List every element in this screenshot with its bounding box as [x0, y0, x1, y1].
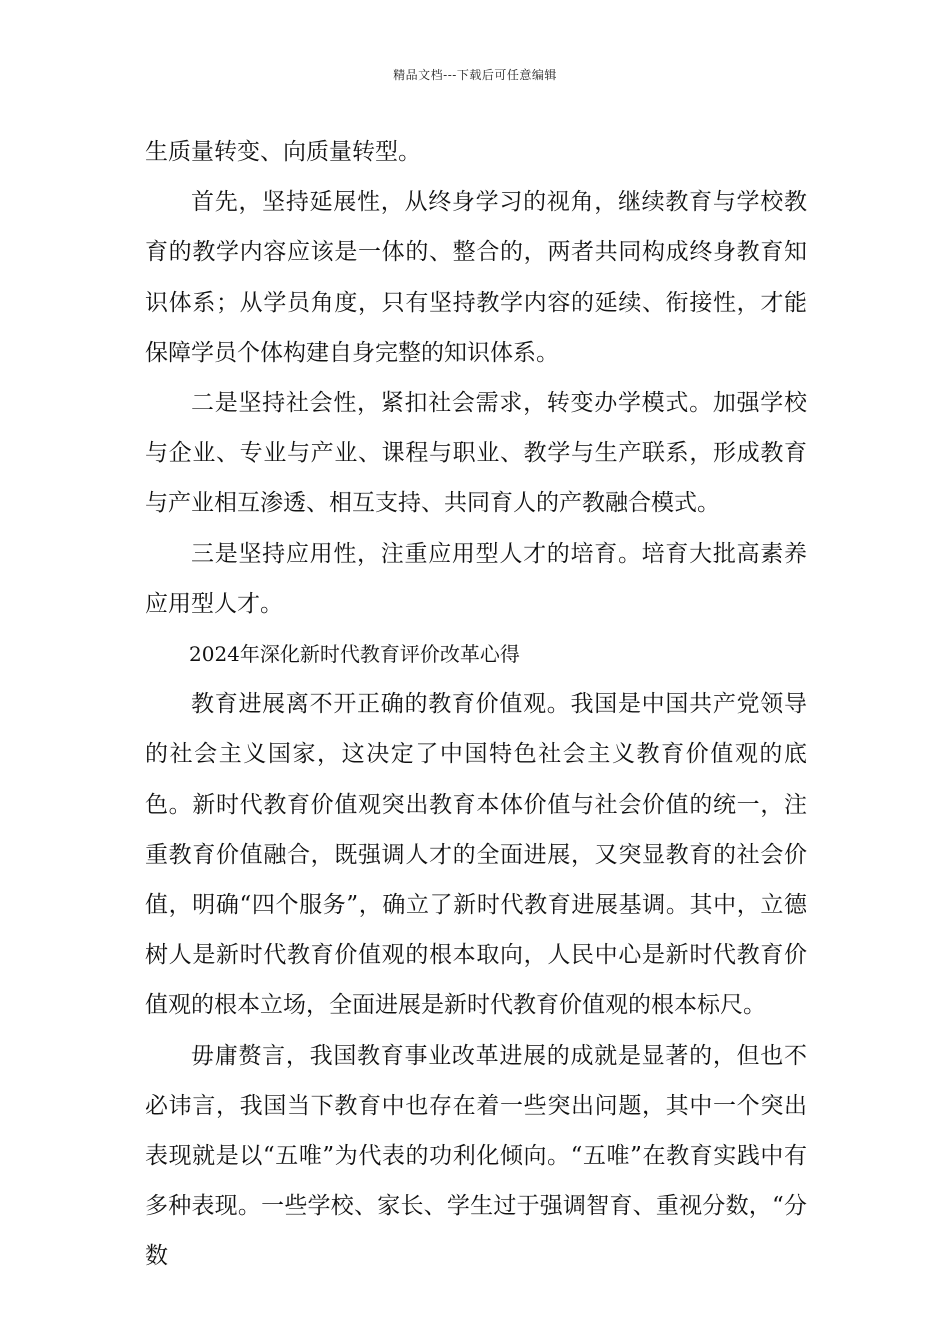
paragraph-third-point: 三是坚持应用性，注重应用型人才的培育。培育大批高素养应用型人才。 [145, 540, 807, 617]
paragraph-education-values: 教育进展离不开正确的教育价值观。我国是中国共产党领导的社会主义国家，这决定了中国特色社会主义教育价值观的底色。新时代教育价值观突出教育本体价值与社会价值的统一，注重教育价值融合，既强调人才的全面进展，又突显教育的社会价值，明确“四个服务”，确立了新时代教育进展基调。其中，立德树人是新时代教育价值观的根本取向，人民中心是新时代教育价值观的根本立场，全面进展是新时代教育价值观的根本标尺。 [145, 691, 807, 1019]
paragraph-first-point: 首先，坚持延展性，从终身学习的视角，继续教育与学校教育的教学内容应该是一体的、整合的，两者共同构成终身教育知识体系；从学员角度，只有坚持教学内容的延续、衔接性，才能保障学员个体构建自身完整的知识体系。 [145, 189, 807, 366]
document-body [145, 127, 807, 1282]
paragraph-five-onlys: 毋庸赘言，我国教育事业改革进展的成就是显著的，但也不必讳言，我国当下教育中也存在着一些突出问题，其中一个突出表现就是以“五唯”为代表的功利化倾向。“五唯”在教育实践中有多种表现。一些学校、家长、学生过于强调智育、重视分数，“分数 [145, 1042, 807, 1270]
paragraph-continuation: 生质量转变、向质量转型。 [145, 139, 421, 165]
section-title: 2024年深化新时代教育评价改革心得 [189, 642, 520, 667]
paragraph-second-point: 二是坚持社会性，紧扣社会需求，转变办学模式。加强学校与企业、专业与产业、课程与职业、教学与生产联系，形成教育与产业相互渗透、相互支持、共同育人的产教融合模式。 [145, 390, 807, 517]
page-header: 精品文档---下载后可任意编辑 [393, 68, 557, 82]
